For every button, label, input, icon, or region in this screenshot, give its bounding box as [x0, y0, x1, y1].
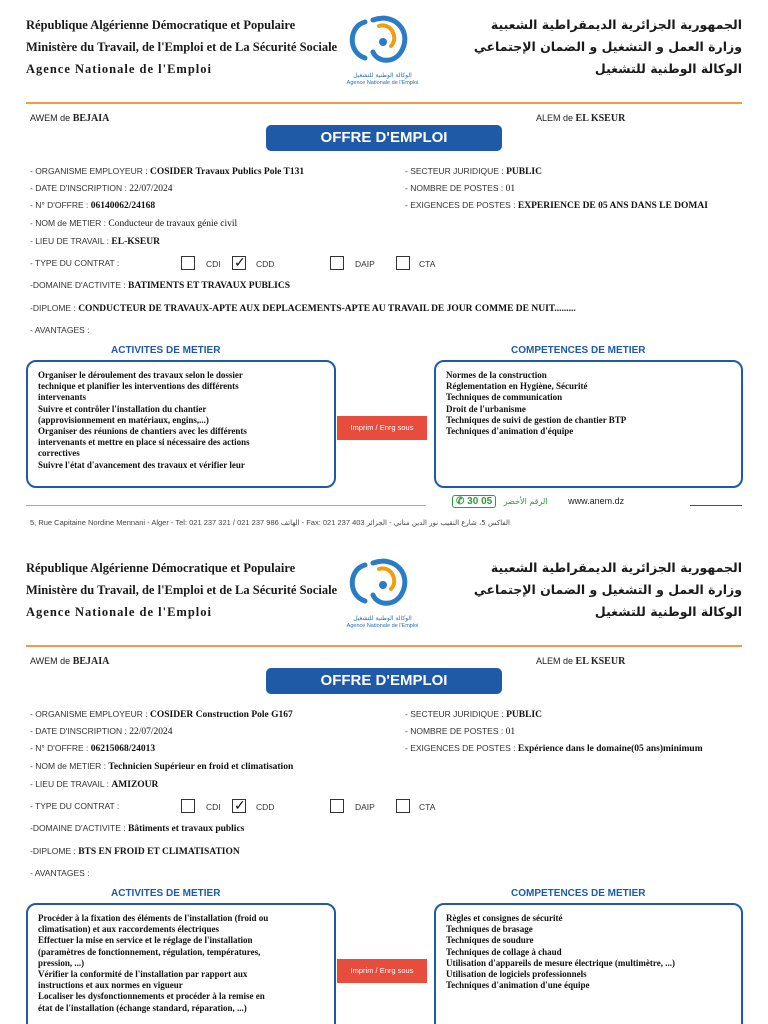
awem-caption: AWEM de — [30, 113, 71, 123]
alem-label — [536, 113, 625, 124]
lieu-value: EL-KSEUR — [111, 237, 160, 247]
header-fr-agency: Agence Nationale de l'Emploi — [26, 62, 212, 76]
postes-value: 01 — [505, 727, 516, 737]
checkbox-cdd[interactable] — [232, 799, 246, 813]
exigences-label: - EXIGENCES DE POSTES : — [405, 743, 516, 753]
diplome-label: -DIPLOME : — [30, 303, 76, 313]
numero-field — [30, 743, 155, 754]
competence-line: Techniques de communication — [446, 392, 563, 403]
diplome-field — [30, 846, 240, 857]
domaine-field — [30, 823, 244, 834]
header-fr-republic: République Algérienne Démocratique et Populaire — [26, 561, 296, 575]
header-ar-ministry: وزارة العمل و التشغيل و الضمان الإجتماعي — [473, 39, 742, 54]
checkbox-cta-label: CTA — [419, 802, 436, 812]
awem-value: BEJAIA — [72, 656, 110, 667]
competence-line: Techniques d'animation d'équipe — [446, 426, 574, 437]
diplome-field — [30, 303, 576, 314]
exigences-field — [405, 200, 743, 211]
address-ar: الفاكس 5، شارع النقيب نور الدين مناني - الجزائر — [366, 519, 510, 527]
competence-line: Réglementation en Hygiène, Sécurité — [446, 381, 588, 392]
header-ar-republic: الجمهورية الجزائرية الديمقراطية الشعبية — [490, 17, 742, 32]
alem-value: EL KSEUR — [575, 656, 626, 667]
header-ar-republic: الجمهورية الجزائرية الديمقراطية الشعبية — [490, 560, 742, 575]
logo-caption-ar: الوكالة الوطنية للتشغيل — [353, 72, 412, 79]
competence-line: Droit de l'urbanisme — [446, 403, 526, 414]
avantages-label: - AVANTAGES : — [30, 868, 90, 878]
activite-line: Suivre et contrôler l'installation du chantier — [38, 403, 207, 414]
competence-line: Techniques de collage à chaud — [446, 946, 562, 957]
lieu-value: AMIZOUR — [111, 780, 159, 790]
contract-type-row — [30, 801, 119, 811]
activites-box — [26, 360, 336, 488]
domaine-label: -DOMAINE D'ACTIVITE : — [30, 280, 126, 290]
anem-logo — [330, 555, 435, 641]
alem-caption: ALEM de — [536, 656, 574, 666]
green-number-value: 30 05 — [467, 496, 493, 507]
checkbox-cdd-label: CDD — [256, 802, 275, 812]
awem-value: BEJAIA — [72, 113, 110, 124]
secteur-field — [405, 709, 542, 720]
contract-label: - TYPE DU CONTRAT : — [30, 258, 120, 268]
imprim-button[interactable]: Imprim / Enrg sous — [337, 959, 427, 983]
imprim-button[interactable]: Imprim / Enrg sous — [337, 416, 427, 440]
checkbox-cdi[interactable] — [181, 799, 195, 813]
diplome-value: CONDUCTEUR DE TRAVAUX-APTE AUX DEPLACEMENTS-APTE AU TRAVAIL DE JOUR COMME DE NUIT......... — [78, 304, 576, 314]
numero-field — [30, 200, 155, 211]
date-value: 22/07/2024 — [129, 727, 173, 737]
checkbox-cdd[interactable] — [232, 256, 246, 270]
checkmark-icon: ✓ — [234, 254, 246, 270]
domaine-value: Bâtiments et travaux publics — [127, 824, 245, 834]
header-fr-agency: Agence Nationale de l'Emploi — [26, 605, 212, 619]
header-arabic — [474, 14, 742, 80]
competence-line: Normes de la construction — [446, 370, 547, 380]
date-label: - DATE D'INSCRIPTION : — [30, 183, 127, 193]
secteur-field — [405, 166, 542, 177]
competences-title: COMPETENCES DE METIER — [511, 345, 646, 356]
awem-label — [30, 656, 109, 667]
checkbox-daip-label: DAIP — [355, 802, 375, 812]
header-fr-ministry: Ministère du Travail, de l'Emploi et de La Sécurité Sociale — [26, 583, 338, 597]
contract-type-row — [30, 258, 119, 268]
postes-value: 01 — [505, 184, 516, 194]
alem-value: EL KSEUR — [575, 113, 626, 124]
offer-banner: OFFRE D'EMPLOI — [266, 668, 502, 694]
metier-value: Conducteur de travaux génie civil — [108, 219, 238, 229]
numero-label: - N° D'OFFRE : — [30, 200, 89, 210]
date-label: - DATE D'INSCRIPTION : — [30, 726, 127, 736]
header-ar-agency: الوكالة الوطنية للتشغيل — [594, 604, 742, 619]
header-ar-ministry: وزارة العمل و التشغيل و الضمان الإجتماعي — [473, 582, 742, 597]
checkmark-icon: ✓ — [234, 797, 246, 813]
avantages-field — [30, 868, 90, 878]
activite-line: intervenants — [38, 392, 86, 403]
header-ar-agency: الوكالة الوطنية للتشغيل — [594, 61, 742, 76]
metier-label: - NOM de METIER : — [30, 761, 107, 771]
contract-label: - TYPE DU CONTRAT : — [30, 801, 120, 811]
secteur-label: - SECTEUR JURIDIQUE : — [405, 709, 504, 719]
activite-line: état de l'installation (échange standard, réparation, ...) — [38, 1002, 247, 1013]
activite-line: (approvisionnement en matériaux, engins,...) — [38, 414, 209, 425]
domaine-value: BATIMENTS ET TRAVAUX PUBLICS — [127, 281, 290, 291]
checkbox-cdi[interactable] — [181, 256, 195, 270]
green-number-label: الرقم الأخضر — [503, 497, 548, 506]
exigences-label: - EXIGENCES DE POSTES : — [405, 200, 516, 210]
activite-line: Organiser le déroulement des travaux selon le dossier — [38, 370, 243, 380]
phone-icon: ✆ — [456, 496, 465, 507]
organisme-value: COSIDER Construction Pole G167 — [149, 710, 293, 720]
numero-value: 06140062/24168 — [90, 201, 156, 211]
activite-line: climatisation) et aux raccordements électriques — [38, 924, 219, 935]
activites-title: ACTIVITES DE METIER — [111, 345, 221, 356]
address-line — [30, 518, 510, 527]
organisme-field — [30, 166, 304, 177]
competence-line: Techniques de brasage — [446, 924, 533, 935]
activites-box — [26, 903, 336, 1024]
awem-label — [30, 113, 109, 124]
checkbox-cdi-label: CDI — [206, 802, 221, 812]
footer-contact — [452, 495, 624, 508]
metier-label: - NOM de METIER : — [30, 218, 107, 228]
competence-line: Techniques de soudure — [446, 935, 534, 946]
lieu-label: - LIEU DE TRAVAIL : — [30, 236, 110, 246]
address-ar-tel: الهاتف — [280, 519, 300, 527]
lieu-field — [30, 236, 160, 247]
address-fax: - Fax: 021 237 403 — [301, 518, 365, 527]
header-divider — [26, 102, 742, 104]
anem-logo-icon — [343, 12, 423, 72]
competences-box — [434, 903, 743, 1024]
postes-label: - NOMBRE DE POSTES : — [405, 183, 504, 193]
footer-divider-orange — [26, 505, 426, 506]
diplome-value: BTS EN FROID ET CLIMATISATION — [78, 847, 240, 857]
checkbox-daip[interactable] — [330, 256, 344, 270]
header-fr-republic: République Algérienne Démocratique et Populaire — [26, 18, 296, 32]
logo-caption-fr: Agence Nationale de l'Emploi — [346, 80, 419, 86]
competences-box — [434, 360, 743, 488]
address-fr: 5, Rue Capitaine Nordine Mennani - Alger - Tel: 021 237 321 / 021 237 986 — [30, 518, 279, 527]
activite-line: Vérifier la conformité de l'installation par rapport aux — [38, 969, 248, 980]
secteur-value: PUBLIC — [506, 710, 542, 720]
activite-line: technique et planifier les interventions des différents — [38, 381, 239, 392]
activite-line: Effectuer la mise en service et le réglage de l'installation — [38, 935, 253, 946]
date-value: 22/07/2024 — [129, 184, 173, 194]
date-field — [30, 726, 173, 737]
alem-label — [536, 656, 625, 667]
offer-banner: OFFRE D'EMPLOI — [266, 125, 502, 151]
avantages-field — [30, 325, 90, 335]
organisme-value: COSIDER Travaux Publics Pole T131 — [149, 167, 305, 177]
avantages-label: - AVANTAGES : — [30, 325, 90, 335]
awem-caption: AWEM de — [30, 656, 71, 666]
competence-line: Règles et consignes de sécurité — [446, 913, 563, 923]
activite-line: Organiser des réunions de chantiers avec les différents — [38, 426, 247, 437]
metier-value: Technicien Supérieur en froid et climatisation — [108, 762, 294, 772]
checkbox-cta-label: CTA — [419, 259, 436, 269]
secteur-value: PUBLIC — [506, 167, 542, 177]
postes-label: - NOMBRE DE POSTES : — [405, 726, 504, 736]
numero-value: 06215068/24013 — [90, 744, 156, 754]
organisme-label: - ORGANISME EMPLOYEUR : — [30, 709, 148, 719]
activite-line: correctives — [38, 448, 80, 459]
header-arabic — [474, 557, 742, 623]
competence-line: Utilisation de logiciels professionnels — [446, 969, 587, 980]
footer-divider-blue — [690, 505, 742, 506]
numero-label: - N° D'OFFRE : — [30, 743, 89, 753]
header-divider — [26, 645, 742, 647]
exigences-value: EXPERIENCE DE 05 ANS DANS LE DOMAI — [517, 201, 708, 211]
postes-field — [405, 726, 515, 737]
activite-line: Suivre l'état d'avancement des travaux et vérifier leur — [38, 459, 245, 470]
logo-caption-fr: Agence Nationale de l'Emploi — [346, 623, 419, 629]
activite-line: intervenants et mettre en place si nécessaire des actions — [38, 437, 250, 448]
activite-line: instructions et aux normes en vigueur — [38, 980, 183, 991]
green-number-badge — [452, 495, 496, 508]
checkbox-cta[interactable] — [396, 256, 410, 270]
postes-field — [405, 183, 515, 194]
exigences-value: Expérience dans le domaine(05 ans)minimum — [517, 744, 703, 754]
anem-logo-icon — [343, 555, 423, 615]
competence-line: Utilisation d'appareils de mesure électrique (multimètre, ...) — [446, 957, 675, 968]
website-link[interactable]: www.anem.dz — [568, 496, 625, 506]
checkbox-cta[interactable] — [396, 799, 410, 813]
exigences-field — [405, 743, 743, 754]
competences-title: COMPETENCES DE METIER — [511, 888, 646, 899]
footer-divider — [26, 505, 742, 506]
secteur-label: - SECTEUR JURIDIQUE : — [405, 166, 504, 176]
activite-line: (paramètres de fonctionnement, régulation, températures, — [38, 946, 261, 957]
organisme-field — [30, 709, 293, 720]
date-field — [30, 183, 173, 194]
checkbox-daip-label: DAIP — [355, 259, 375, 269]
metier-field — [30, 761, 293, 772]
activites-title: ACTIVITES DE METIER — [111, 888, 221, 899]
header-fr-ministry: Ministère du Travail, de l'Emploi et de La Sécurité Sociale — [26, 40, 338, 54]
lieu-label: - LIEU DE TRAVAIL : — [30, 779, 110, 789]
checkbox-daip[interactable] — [330, 799, 344, 813]
anem-logo — [330, 12, 435, 98]
competence-line: Techniques de suivi de gestion de chantier BTP — [446, 414, 627, 425]
competence-line: Techniques d'animation d'une équipe — [446, 980, 590, 991]
activite-line: Localiser les dysfonctionnements et procéder à la remise en — [38, 991, 265, 1002]
activite-line: pression, ...) — [38, 957, 85, 968]
checkbox-cdi-label: CDI — [206, 259, 221, 269]
lieu-field — [30, 779, 158, 790]
organisme-label: - ORGANISME EMPLOYEUR : — [30, 166, 148, 176]
checkbox-cdd-label: CDD — [256, 259, 275, 269]
activite-line: Procéder à la fixation des éléments de l'installation (froid ou — [38, 913, 269, 923]
domaine-field — [30, 280, 290, 291]
metier-field — [30, 218, 237, 229]
diplome-label: -DIPLOME : — [30, 846, 76, 856]
domaine-label: -DOMAINE D'ACTIVITE : — [30, 823, 126, 833]
header-french — [26, 14, 337, 80]
header-french — [26, 557, 337, 623]
alem-caption: ALEM de — [536, 113, 574, 123]
logo-caption-ar: الوكالة الوطنية للتشغيل — [353, 615, 412, 622]
job-offer-2 — [0, 543, 768, 1024]
